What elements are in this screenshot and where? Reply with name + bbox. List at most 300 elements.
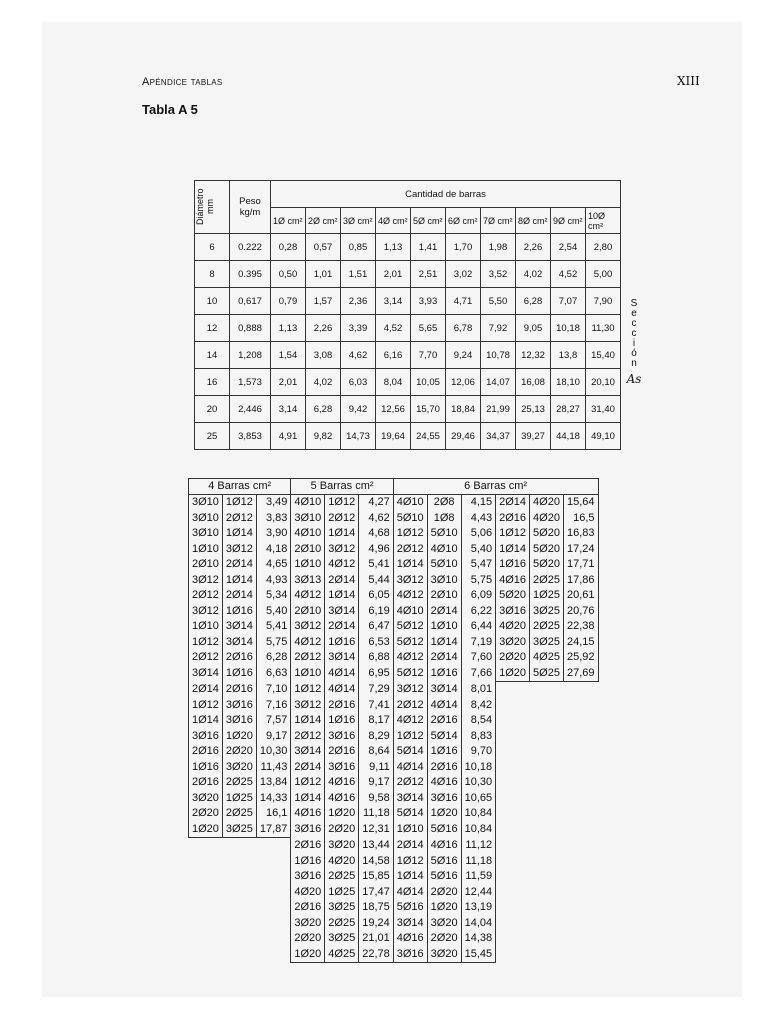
- empty-cell: [530, 775, 564, 791]
- empty-cell: [222, 931, 256, 947]
- four-bars-combo-cell: 2Ø20: [189, 806, 223, 822]
- empty-cell: [496, 838, 530, 854]
- area-cell: 13,8: [551, 342, 586, 369]
- table-row: [189, 619, 599, 635]
- five-bars-combo-cell: 4Ø25: [325, 947, 359, 963]
- five-bars-area-cell: 6,88: [359, 650, 394, 666]
- table-row: [189, 542, 599, 558]
- area-cell: 5,00: [586, 261, 621, 288]
- empty-cell: [496, 682, 530, 698]
- weight-cell: 0,888: [230, 315, 271, 342]
- area-cell: 2,26: [306, 315, 341, 342]
- six-bars-combo-cell: 5Ø16: [427, 822, 461, 838]
- six-bars-combo-cell: 2Ø20: [496, 650, 530, 666]
- four-bars-area-cell: 5,40: [256, 604, 291, 620]
- five-bars-combo-cell: 2Ø16: [325, 744, 359, 760]
- empty-cell: [222, 885, 256, 901]
- six-bars-combo-cell: 3Ø25: [530, 604, 564, 620]
- area-cell: 9,42: [341, 396, 376, 423]
- five-bars-combo-cell: 2Ø20: [291, 931, 325, 947]
- five-bars-combo-cell: 4Ø10: [291, 526, 325, 542]
- area-cell: 0,85: [341, 234, 376, 261]
- empty-cell: [530, 806, 564, 822]
- six-bars-area-cell: 10,84: [461, 806, 496, 822]
- four-bars-combo-cell: 2Ø20: [222, 744, 256, 760]
- six-bars-combo-cell: 3Ø16: [496, 604, 530, 620]
- area-cell: 1,01: [306, 261, 341, 288]
- six-bars-combo-cell: 5Ø10: [393, 511, 427, 527]
- six-bars-area-cell: 7,66: [461, 666, 496, 682]
- six-bars-combo-cell: 4Ø20: [530, 495, 564, 511]
- area-cell: 6,28: [516, 288, 551, 315]
- six-bars-area-cell: 15,45: [461, 947, 496, 963]
- area-cell: 9,05: [516, 315, 551, 342]
- four-bars-combo-cell: 3Ø16: [222, 713, 256, 729]
- bar-count-header: Cantidad de barras: [271, 181, 621, 208]
- four-bars-combo-cell: 2Ø25: [222, 775, 256, 791]
- area-cell: 0,57: [306, 234, 341, 261]
- six-bars-combo-cell: 4Ø16: [427, 838, 461, 854]
- table-row: [189, 604, 599, 620]
- area-cell: 1,13: [271, 315, 306, 342]
- five-bars-combo-cell: 2Ø10: [291, 604, 325, 620]
- area-cell: 6,16: [376, 342, 411, 369]
- four-bars-area-cell: 4,93: [256, 573, 291, 589]
- table-row: [189, 635, 599, 651]
- table-row: [189, 900, 599, 916]
- four-bars-combo-cell: 1Ø20: [189, 822, 223, 838]
- six-bars-header: 6 Barras cm²: [393, 479, 598, 495]
- table-row: [189, 511, 599, 527]
- area-cell: 2,80: [586, 234, 621, 261]
- empty-cell: [563, 822, 598, 838]
- five-bars-combo-cell: 1Ø10: [291, 557, 325, 573]
- six-bars-combo-cell: 2Ø20: [427, 931, 461, 947]
- six-bars-combo-cell: 1Ø14: [496, 542, 530, 558]
- six-bars-combo-cell: 2Ø12: [393, 775, 427, 791]
- empty-cell: [496, 775, 530, 791]
- six-bars-combo-cell: 1Ø12: [496, 526, 530, 542]
- area-cell: 4,62: [341, 342, 376, 369]
- area-cell: 0,28: [271, 234, 306, 261]
- bar-count-col-header: 4Ø cm²: [376, 208, 411, 234]
- six-bars-combo-cell: 4Ø12: [393, 650, 427, 666]
- five-bars-combo-cell: 1Ø14: [325, 526, 359, 542]
- five-bars-area-cell: 4,62: [359, 511, 394, 527]
- area-cell: 2,01: [376, 261, 411, 288]
- weight-cell: 0,617: [230, 288, 271, 315]
- five-bars-combo-cell: 3Ø25: [325, 931, 359, 947]
- area-cell: 1,51: [341, 261, 376, 288]
- area-cell: 4,91: [271, 423, 306, 450]
- empty-cell: [496, 947, 530, 963]
- five-bars-combo-cell: 3Ø14: [325, 650, 359, 666]
- empty-cell: [563, 854, 598, 870]
- four-bars-combo-cell: 1Ø14: [189, 713, 223, 729]
- four-bars-combo-cell: 2Ø12: [189, 588, 223, 604]
- four-bars-combo-cell: 1Ø12: [189, 698, 223, 714]
- area-cell: 24,55: [411, 423, 446, 450]
- empty-cell: [563, 760, 598, 776]
- six-bars-combo-cell: 1Ø8: [427, 511, 461, 527]
- area-cell: 9,24: [446, 342, 481, 369]
- six-bars-area-cell: 10,65: [461, 791, 496, 807]
- four-bars-combo-cell: 1Ø16: [222, 666, 256, 682]
- empty-cell: [563, 838, 598, 854]
- empty-cell: [563, 916, 598, 932]
- area-cell: 4,02: [516, 261, 551, 288]
- six-bars-area-cell: 17,86: [563, 573, 598, 589]
- empty-cell: [563, 900, 598, 916]
- empty-cell: [496, 806, 530, 822]
- four-bars-combo-cell: 2Ø12: [189, 650, 223, 666]
- table-title: Tabla A 5: [142, 102, 198, 117]
- five-bars-combo-cell: 2Ø10: [291, 542, 325, 558]
- six-bars-area-cell: 4,43: [461, 511, 496, 527]
- area-cell: 18,10: [551, 369, 586, 396]
- page-number: XIII: [677, 74, 700, 88]
- area-cell: 14,07: [481, 369, 516, 396]
- empty-cell: [496, 900, 530, 916]
- empty-cell: [256, 900, 291, 916]
- six-bars-combo-cell: 5Ø12: [393, 619, 427, 635]
- table-row: [189, 916, 599, 932]
- table-row: [189, 588, 599, 604]
- six-bars-area-cell: 6,09: [461, 588, 496, 604]
- empty-cell: [496, 854, 530, 870]
- six-bars-combo-cell: 1Ø12: [393, 854, 427, 870]
- bar-combination-table: [188, 478, 599, 963]
- four-bars-area-cell: 10,30: [256, 744, 291, 760]
- area-cell: 2,54: [551, 234, 586, 261]
- area-cell: 5,65: [411, 315, 446, 342]
- six-bars-area-cell: 16,83: [563, 526, 598, 542]
- five-bars-area-cell: 13,44: [359, 838, 394, 854]
- four-bars-area-cell: 17,87: [256, 822, 291, 838]
- four-bars-combo-cell: 1Ø12: [222, 495, 256, 511]
- diameter-cell: 10: [195, 288, 230, 315]
- area-cell: 21,99: [481, 396, 516, 423]
- six-bars-area-cell: 11,12: [461, 838, 496, 854]
- four-bars-area-cell: 4,18: [256, 542, 291, 558]
- six-bars-combo-cell: 4Ø20: [530, 511, 564, 527]
- five-bars-combo-cell: 3Ø13: [291, 573, 325, 589]
- empty-cell: [496, 698, 530, 714]
- five-bars-combo-cell: 2Ø12: [291, 650, 325, 666]
- five-bars-combo-cell: 3Ø12: [291, 619, 325, 635]
- five-bars-area-cell: 6,05: [359, 588, 394, 604]
- empty-cell: [256, 838, 291, 854]
- six-bars-combo-cell: 4Ø20: [496, 619, 530, 635]
- four-bars-combo-cell: 3Ø10: [189, 511, 223, 527]
- six-bars-area-cell: 6,44: [461, 619, 496, 635]
- empty-cell: [189, 854, 223, 870]
- empty-cell: [496, 822, 530, 838]
- five-bars-combo-cell: 2Ø14: [325, 619, 359, 635]
- four-bars-combo-cell: 1Ø14: [222, 573, 256, 589]
- area-cell: 28,27: [551, 396, 586, 423]
- empty-cell: [563, 947, 598, 963]
- four-bars-combo-cell: 3Ø14: [222, 619, 256, 635]
- area-symbol: As: [626, 372, 642, 386]
- four-bars-area-cell: 3,49: [256, 495, 291, 511]
- five-bars-area-cell: 19,24: [359, 916, 394, 932]
- five-bars-combo-cell: 1Ø14: [291, 713, 325, 729]
- six-bars-combo-cell: 3Ø14: [427, 682, 461, 698]
- empty-cell: [563, 729, 598, 745]
- four-bars-area-cell: 6,28: [256, 650, 291, 666]
- five-bars-area-cell: 14,58: [359, 854, 394, 870]
- four-bars-combo-cell: 3Ø12: [222, 542, 256, 558]
- empty-cell: [256, 869, 291, 885]
- section-side-label: [621, 234, 648, 450]
- six-bars-combo-cell: 1Ø20: [427, 900, 461, 916]
- six-bars-combo-cell: 2Ø12: [393, 698, 427, 714]
- bar-count-col-header: 10Ø cm²: [586, 208, 621, 234]
- five-bars-combo-cell: 3Ø14: [325, 604, 359, 620]
- six-bars-combo-cell: 3Ø16: [427, 791, 461, 807]
- diameter-cell: 14: [195, 342, 230, 369]
- table-row: [195, 315, 648, 342]
- five-bars-header: 5 Barras cm²: [291, 479, 393, 495]
- bar-count-col-header: 5Ø cm²: [411, 208, 446, 234]
- six-bars-area-cell: 5,40: [461, 542, 496, 558]
- six-bars-area-cell: 9,70: [461, 744, 496, 760]
- four-bars-area-cell: 13,84: [256, 775, 291, 791]
- six-bars-combo-cell: 3Ø20: [427, 947, 461, 963]
- table-row: [195, 261, 648, 288]
- six-bars-combo-cell: 2Ø25: [530, 573, 564, 589]
- five-bars-area-cell: 8,64: [359, 744, 394, 760]
- six-bars-combo-cell: 5Ø16: [427, 854, 461, 870]
- diameter-cell: 6: [195, 234, 230, 261]
- empty-cell: [530, 822, 564, 838]
- bar-count-col-header: 9Ø cm²: [551, 208, 586, 234]
- six-bars-combo-cell: 2Ø10: [427, 588, 461, 604]
- six-bars-combo-cell: 5Ø25: [530, 666, 564, 682]
- area-cell: 5,50: [481, 288, 516, 315]
- four-bars-combo-cell: 1Ø20: [222, 729, 256, 745]
- four-bars-combo-cell: 2Ø16: [189, 744, 223, 760]
- area-cell: 1,70: [446, 234, 481, 261]
- bar-count-col-header: 8Ø cm²: [516, 208, 551, 234]
- six-bars-area-cell: 20,61: [563, 588, 598, 604]
- six-bars-combo-cell: 1Ø16: [427, 666, 461, 682]
- empty-cell: [222, 869, 256, 885]
- five-bars-area-cell: 8,29: [359, 729, 394, 745]
- five-bars-combo-cell: 1Ø20: [325, 806, 359, 822]
- table-row: [195, 423, 648, 450]
- four-bars-area-cell: 5,75: [256, 635, 291, 651]
- five-bars-combo-cell: 2Ø20: [325, 822, 359, 838]
- six-bars-area-cell: 8,42: [461, 698, 496, 714]
- table-row: [189, 854, 599, 870]
- empty-cell: [530, 854, 564, 870]
- five-bars-combo-cell: 1Ø12: [325, 495, 359, 511]
- six-bars-combo-cell: 3Ø20: [427, 916, 461, 932]
- six-bars-area-cell: 5,75: [461, 573, 496, 589]
- empty-cell: [530, 682, 564, 698]
- five-bars-combo-cell: 2Ø16: [291, 838, 325, 854]
- six-bars-combo-cell: 5Ø16: [393, 900, 427, 916]
- six-bars-area-cell: 15,64: [563, 495, 598, 511]
- bar-section-table: [194, 180, 647, 450]
- empty-cell: [530, 916, 564, 932]
- area-cell: 0,50: [271, 261, 306, 288]
- empty-cell: [563, 791, 598, 807]
- five-bars-combo-cell: 1Ø14: [291, 791, 325, 807]
- six-bars-combo-cell: 5Ø14: [393, 806, 427, 822]
- table-row: [189, 495, 599, 511]
- six-bars-area-cell: 14,38: [461, 931, 496, 947]
- area-cell: 29,46: [446, 423, 481, 450]
- five-bars-area-cell: 4,96: [359, 542, 394, 558]
- five-bars-combo-cell: 1Ø12: [291, 775, 325, 791]
- six-bars-combo-cell: 5Ø14: [393, 744, 427, 760]
- six-bars-combo-cell: 2Ø14: [427, 604, 461, 620]
- five-bars-combo-cell: 2Ø16: [291, 900, 325, 916]
- five-bars-combo-cell: 1Ø16: [325, 713, 359, 729]
- six-bars-combo-cell: 5Ø20: [530, 557, 564, 573]
- area-cell: 20,10: [586, 369, 621, 396]
- area-cell: 4,71: [446, 288, 481, 315]
- table-row: [189, 931, 599, 947]
- five-bars-area-cell: 9,58: [359, 791, 394, 807]
- area-cell: 8,04: [376, 369, 411, 396]
- table-row: [189, 698, 599, 714]
- five-bars-combo-cell: 3Ø16: [325, 729, 359, 745]
- four-bars-combo-cell: 3Ø12: [189, 573, 223, 589]
- six-bars-area-cell: 5,47: [461, 557, 496, 573]
- empty-cell: [530, 713, 564, 729]
- four-bars-combo-cell: 1Ø14: [222, 526, 256, 542]
- five-bars-combo-cell: 3Ø10: [291, 511, 325, 527]
- area-cell: 2,01: [271, 369, 306, 396]
- area-cell: 4,02: [306, 369, 341, 396]
- area-cell: 7,07: [551, 288, 586, 315]
- four-bars-combo-cell: 3Ø10: [189, 526, 223, 542]
- five-bars-area-cell: 18,75: [359, 900, 394, 916]
- six-bars-combo-cell: 2Ø14: [427, 650, 461, 666]
- four-bars-area-cell: 6,63: [256, 666, 291, 682]
- five-bars-area-cell: 6,53: [359, 635, 394, 651]
- four-bars-area-cell: 14,33: [256, 791, 291, 807]
- six-bars-combo-cell: 4Ø14: [393, 760, 427, 776]
- six-bars-area-cell: 10,84: [461, 822, 496, 838]
- weight-cell: 2,446: [230, 396, 271, 423]
- diameter-cell: 8: [195, 261, 230, 288]
- four-bars-combo-cell: 3Ø16: [189, 729, 223, 745]
- six-bars-combo-cell: 2Ø12: [393, 542, 427, 558]
- six-bars-combo-cell: 2Ø14: [496, 495, 530, 511]
- six-bars-area-cell: 6,22: [461, 604, 496, 620]
- six-bars-combo-cell: 4Ø14: [427, 698, 461, 714]
- empty-cell: [563, 775, 598, 791]
- empty-cell: [222, 838, 256, 854]
- empty-cell: [530, 885, 564, 901]
- empty-cell: [496, 713, 530, 729]
- six-bars-combo-cell: 1Ø10: [427, 619, 461, 635]
- six-bars-combo-cell: 2Ø16: [427, 760, 461, 776]
- six-bars-area-cell: 10,18: [461, 760, 496, 776]
- six-bars-combo-cell: 2Ø20: [427, 885, 461, 901]
- five-bars-area-cell: 9,11: [359, 760, 394, 776]
- six-bars-combo-cell: 1Ø25: [530, 588, 564, 604]
- diameter-cell: 20: [195, 396, 230, 423]
- five-bars-area-cell: 6,19: [359, 604, 394, 620]
- six-bars-combo-cell: 5Ø20: [530, 542, 564, 558]
- empty-cell: [563, 869, 598, 885]
- empty-cell: [530, 931, 564, 947]
- six-bars-combo-cell: 1Ø14: [427, 635, 461, 651]
- six-bars-area-cell: 7,19: [461, 635, 496, 651]
- five-bars-combo-cell: 4Ø14: [325, 666, 359, 682]
- six-bars-combo-cell: 4Ø12: [393, 588, 427, 604]
- six-bars-combo-cell: 1Ø12: [393, 526, 427, 542]
- four-bars-combo-cell: 2Ø10: [189, 557, 223, 573]
- area-cell: 44,18: [551, 423, 586, 450]
- six-bars-combo-cell: 2Ø25: [530, 619, 564, 635]
- five-bars-area-cell: 8,17: [359, 713, 394, 729]
- table-row: [189, 666, 599, 682]
- six-bars-area-cell: 8,01: [461, 682, 496, 698]
- area-cell: 2,26: [516, 234, 551, 261]
- area-cell: 49,10: [586, 423, 621, 450]
- six-bars-combo-cell: 1Ø16: [427, 744, 461, 760]
- five-bars-combo-cell: 3Ø14: [291, 744, 325, 760]
- six-bars-area-cell: 20,76: [563, 604, 598, 620]
- four-bars-area-cell: 7,57: [256, 713, 291, 729]
- five-bars-combo-cell: 1Ø20: [291, 947, 325, 963]
- empty-cell: [530, 869, 564, 885]
- four-bars-combo-cell: 3Ø10: [189, 495, 223, 511]
- bar-count-col-header: 1Ø cm²: [271, 208, 306, 234]
- area-cell: 31,40: [586, 396, 621, 423]
- six-bars-combo-cell: 1Ø12: [393, 729, 427, 745]
- six-bars-combo-cell: 5Ø16: [427, 869, 461, 885]
- five-bars-combo-cell: 1Ø12: [291, 682, 325, 698]
- empty-cell: [563, 885, 598, 901]
- six-bars-area-cell: 24,15: [563, 635, 598, 651]
- area-cell: 3,93: [411, 288, 446, 315]
- four-bars-combo-cell: 2Ø14: [222, 557, 256, 573]
- four-bars-combo-cell: 3Ø12: [189, 604, 223, 620]
- four-bars-combo-cell: 1Ø10: [189, 542, 223, 558]
- table-row: [189, 760, 599, 776]
- table-row: [195, 342, 648, 369]
- area-cell: 18,84: [446, 396, 481, 423]
- six-bars-combo-cell: 4Ø16: [496, 573, 530, 589]
- five-bars-area-cell: 17,47: [359, 885, 394, 901]
- four-bars-combo-cell: 2Ø16: [189, 775, 223, 791]
- six-bars-area-cell: 16,5: [563, 511, 598, 527]
- table-row: [189, 775, 599, 791]
- area-cell: 7,90: [586, 288, 621, 315]
- six-bars-combo-cell: 2Ø16: [496, 511, 530, 527]
- table-header-row: [189, 479, 599, 495]
- weight-cell: 1,573: [230, 369, 271, 396]
- six-bars-area-cell: 22,38: [563, 619, 598, 635]
- area-cell: 4,52: [376, 315, 411, 342]
- table-row: [189, 729, 599, 745]
- table-row: [189, 650, 599, 666]
- table-row: [189, 791, 599, 807]
- weight-cell: 0.395: [230, 261, 271, 288]
- six-bars-combo-cell: 1Ø20: [427, 806, 461, 822]
- five-bars-combo-cell: 3Ø16: [291, 869, 325, 885]
- five-bars-combo-cell: 3Ø25: [325, 900, 359, 916]
- empty-cell: [256, 947, 291, 963]
